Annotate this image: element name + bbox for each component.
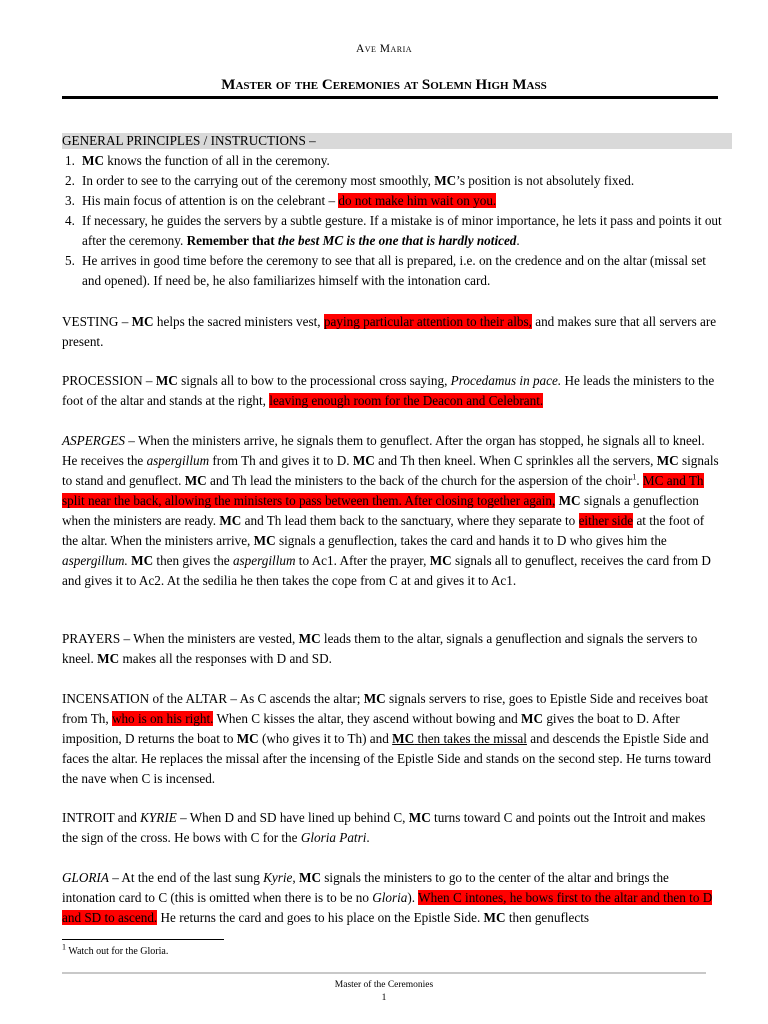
page-number: 1 [381,993,387,1003]
list-item: 3. His main focus of attention is on the celebrant – do not make him wait on you. [65,193,497,208]
ave-maria-header: Ave Maria [355,43,413,55]
introit-paragraph: INTROIT and KYRIE – When D and SD have lined up behind C, MC turns toward C and points out the Introit and makes the sign of the cross. He bows with C for the Gloria Patri. [62,810,706,845]
footer-title: Master of the Ceremonies [334,980,434,990]
highlight: MC and Th split near the back, allowing the ministers to pass between them. After closing together again, [62,473,704,508]
vesting-paragraph: VESTING – MC helps the sacred ministers vest, paying particular attention to their albs, and makes sure that all servers are present. [62,314,717,349]
prayers-paragraph: PRAYERS – When the ministers are vested, MC leads them to the altar, signals a genuflection and signals the servers to kneel. MC makes all the responses with D and SD. [62,631,698,666]
highlight: paying particular attention to their albs, [323,314,532,329]
footnote: $^1$ Watch out for the Gloria. [62,942,169,957]
gloria-paragraph: GLORIA – At the end of the last sung Kyrie, MC signals the ministers to go to the center of the altar and brings the intonation card to C (this is omitted when there is to be no Gloria). When C intones, he bows first to the altar and then to D and SD to ascend. He returns the card and goes to his place on the Epistle Side. MC then genuflects [62,870,713,925]
document-title: Master of the Ceremonies at Solemn High Mass [221,77,547,93]
highlight: leaving enough room for the Deacon and Celebrant. [269,393,544,408]
incensation-paragraph: INCENSATION of the ALTAR – As C ascends the altar; MC signals servers to rise, goes to Epistle Side and receives boat from Th, who is on his right. When C kisses the altar, they ascend without bowing and MC gives the boat to D. After imposition, D returns the boat to MC (who gives it to Th) and MC then takes the missal and descends the Epistle Side and faces the altar. He replaces the missal after the incensing of the Epistle Side and stands on the second step. He turns toward the nave when C is incensed. [62,691,711,786]
footer-rule [62,972,706,974]
general-principles-heading: GENERAL PRINCIPLES / INSTRUCTIONS – [62,133,732,149]
footnote-rule [62,939,224,940]
highlight: who is on his right. [111,711,214,726]
list-item: 4. If necessary, he guides the servers by a subtle gesture. If a mistake is of minor importance, he lets it pass and points it out after the ceremony. Remember that the best MC is the one that is hardly noticed. [65,213,722,248]
title-rule [62,96,718,99]
list-item: 5. He arrives in good time before the ceremony to see that all is prepared, i.e. on the credence and on the altar (missal set and opened). If need be, he also familiarizes himself with the intonation card. [65,253,706,288]
highlight: either side [578,513,634,528]
page-footer [0,979,768,1005]
procession-paragraph: PROCESSION – MC signals all to bow to the processional cross saying, Procedamus in pace. He leads the ministers to the foot of the altar and stands at the right, leaving enough room for the Deacon and Celebrant. [62,373,715,408]
highlight: When C intones, he bows first to the altar and then to D and SD to ascend. [62,890,713,925]
list-item: 2. In order to see to the carrying out of the ceremony most smoothly, MC’s position is not absolutely fixed. [65,173,635,188]
asperges-paragraph: ASPERGES – When the ministers arrive, he signals them to genuflect. After the organ has stopped, he signals all to kneel. He receives the aspergillum from Th and gives it to D. MC and Th then kneel. When C sprinkles all the servers, MC signals to stand and genuflect. MC and Th lead the ministers to the back of the church for the aspersion of the choir$^1$. MC and Th split near the back, allowing the ministers to pass between them. After closing together again, MC signals a genuflection when the ministers are ready. MC and Th lead them back to the sanctuary, where they separate to either side at the foot of the altar. When the ministers arrive, MC signals a genuflection, takes the card and hands it to D who gives him the aspergillum. MC then gives the aspergillum to Ac1. After the prayer, MC signals all to genuflect, receives the card from D and gives it to Ac2. At the sedilia he then takes the cope from C at and gives it to Ac1. [62,433,719,588]
list-item: 1. MC knows the function of all in the ceremony. [65,153,330,168]
general-principles-list [62,151,722,291]
highlight: do not make him wait on you. [338,193,497,208]
footnote-marker: 1 [632,472,637,482]
